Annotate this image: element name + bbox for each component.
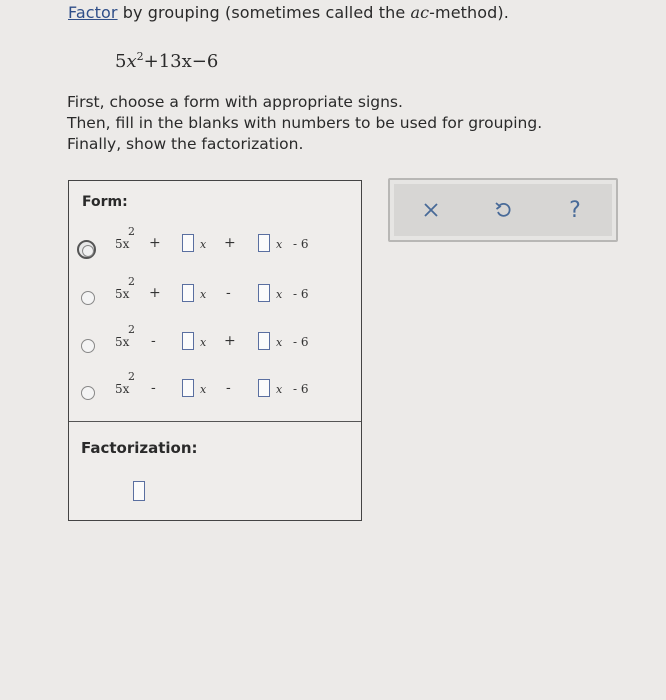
blank-input-2b[interactable] — [258, 284, 270, 302]
option-operator: - — [151, 380, 156, 396]
undo-button[interactable] — [486, 194, 520, 226]
x-variable: x — [200, 238, 207, 251]
instruction-line: First, choose a form with appropriate signs. — [67, 93, 403, 111]
radio-option-1[interactable] — [77, 240, 96, 259]
problem-title — [68, 3, 509, 22]
radio-option-4[interactable] — [81, 386, 95, 400]
x-variable: x — [276, 336, 283, 349]
option-term: 5x 2 — [115, 323, 135, 349]
factorization-input[interactable] — [133, 481, 145, 501]
undo-icon — [494, 201, 512, 219]
x-variable: x — [276, 288, 283, 301]
blank-input-1b[interactable] — [258, 234, 270, 252]
form-option-1[interactable] — [69, 225, 359, 265]
close-icon — [423, 202, 439, 218]
help-icon: ? — [569, 197, 581, 223]
form-label: Form: — [82, 194, 128, 210]
option-operator: - — [226, 380, 231, 396]
option-operator: + — [149, 285, 161, 301]
option-constant: - 6 — [293, 287, 309, 301]
title-text: by grouping (sometimes called the — [117, 3, 411, 22]
clear-button[interactable] — [414, 194, 448, 226]
blank-input-2a[interactable] — [182, 284, 194, 302]
expr-exponent: 2 — [136, 50, 144, 63]
blank-input-3a[interactable] — [182, 332, 194, 350]
radio-option-2[interactable] — [81, 291, 95, 305]
radio-option-3[interactable] — [81, 339, 95, 353]
option-constant: - 6 — [293, 382, 309, 396]
option-operator: + — [224, 333, 236, 349]
option-constant: - 6 — [293, 237, 309, 251]
expr-rest: +13x−6 — [143, 51, 219, 72]
x-variable: x — [200, 383, 207, 396]
option-operator: - — [151, 333, 156, 349]
title-end: -method). — [429, 3, 509, 22]
expr-var: x — [126, 51, 137, 72]
option-term: 5x 2 — [115, 370, 135, 396]
blank-input-3b[interactable] — [258, 332, 270, 350]
blank-input-4b[interactable] — [258, 379, 270, 397]
option-constant: - 6 — [293, 335, 309, 349]
x-variable: x — [276, 238, 283, 251]
instruction-line: Finally, show the factorization. — [67, 135, 304, 153]
panel-divider — [69, 421, 361, 422]
option-term: 5x 2 — [115, 275, 135, 301]
form-option-3[interactable] — [69, 323, 359, 360]
option-operator: + — [224, 235, 236, 251]
blank-input-1a[interactable] — [182, 234, 194, 252]
factor-link[interactable]: Factor — [68, 3, 118, 22]
x-variable: x — [200, 288, 207, 301]
answer-toolbar — [388, 178, 618, 242]
title-variable: ac — [410, 3, 430, 22]
expr-coef: 5 — [115, 51, 127, 72]
option-term: 5x 2 — [115, 225, 135, 251]
polynomial-expression — [115, 50, 218, 72]
blank-input-4a[interactable] — [182, 379, 194, 397]
factorization-label: Factorization: — [81, 439, 198, 457]
x-variable: x — [200, 336, 207, 349]
help-button[interactable] — [558, 194, 592, 226]
option-operator: - — [226, 285, 231, 301]
x-variable: x — [276, 383, 283, 396]
option-operator: + — [149, 235, 161, 251]
instructions — [67, 92, 542, 155]
instruction-line: Then, fill in the blanks with numbers to be used for grouping. — [67, 114, 543, 132]
answer-panel — [68, 180, 362, 521]
form-option-2[interactable] — [69, 275, 359, 313]
form-option-4[interactable] — [69, 370, 359, 407]
